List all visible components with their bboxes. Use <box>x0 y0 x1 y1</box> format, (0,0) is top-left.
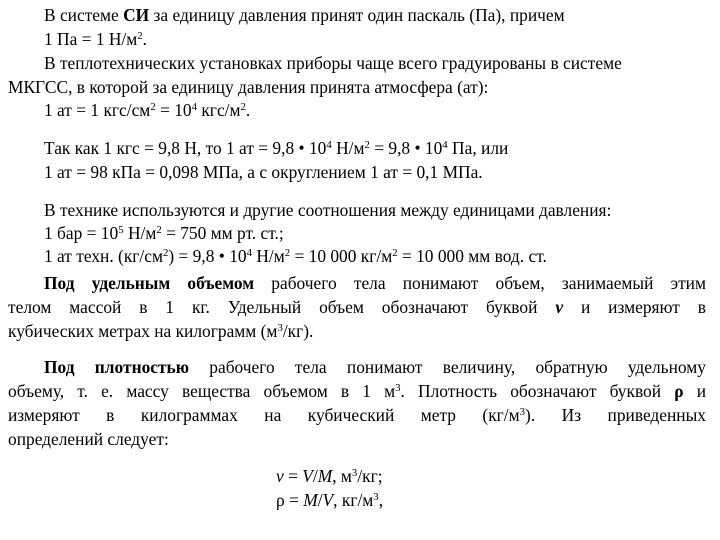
text-line: 1 ат = 98 кПа = 0,098 МПа, а с округлением 1 ат = 0,1 МПа. <box>44 162 483 182</box>
si-term: СИ <box>123 5 150 25</box>
text-line: 1 бар = $10^5$ $Н/м^2 = 750$ мм рт. ст.; <box>44 223 284 243</box>
text-line: кубических метрах на килограмм $(м^3/кг)$. <box>8 321 314 341</box>
term-density: Под плотностью <box>44 357 190 377</box>
text-line: 1 ат техн. $(кг/см^2) = 9,8$ • $10^4$ $Н/м^2 = 10$ 000 $кг/м^2 = 10$ 000 мм вод. ст. <box>44 246 547 266</box>
text-line: измеряют в килограммах на кубический метр $(кг/м^3)$. Из приведенных <box>8 405 706 425</box>
formula-density: ρ = M/V, $кг/м^3$, <box>276 490 384 510</box>
symbol-v: v <box>555 297 564 317</box>
text-line: Так как 1 кгс = 9,8 Н, то 1 ат = 9,8 • $10^4$ $Н/м^2 = 9,8$ • $10^4$ Па, или <box>44 138 509 158</box>
text-line: В системе СИ за единицу давления принят один паскаль (Па), причем <box>44 5 565 25</box>
text-line: телом массой в 1 кг. Удельный объем обозначают буквой v и измеряют в <box>8 297 706 317</box>
symbol-rho: ρ <box>674 381 684 401</box>
formula-specific-volume: v = V/M, $м^3/кг$; <box>276 466 383 486</box>
text-line: 1 ат = 1 кгс/$см^2 = 10^4$ кгс/$м^2$. <box>44 100 251 120</box>
text-line: МКГСС, в которой за единицу давления принята атмосфера (ат): <box>8 77 489 97</box>
text-line: В теплотехнических установках приборы чаще всего градуированы в системе <box>44 53 622 73</box>
text-line: 1 Па = 1 $Н/м^2$. <box>44 29 148 49</box>
text-line: Под удельным объемом рабочего тела понимают объем, занимаемый этим <box>44 273 706 293</box>
text-line: Под плотностью рабочего тела понимают величину, обратную удельному <box>44 357 706 377</box>
term-specific-volume: Под удельным объемом <box>44 273 255 293</box>
text-line: объему, т. е. массу вещества объемом в 1 $м^3$. Плотность обозначают буквой ρ и <box>8 381 707 401</box>
text-line: определений следует: <box>8 429 169 449</box>
text-line: В технике используются и другие соотношения между единицами давления: <box>44 200 612 220</box>
